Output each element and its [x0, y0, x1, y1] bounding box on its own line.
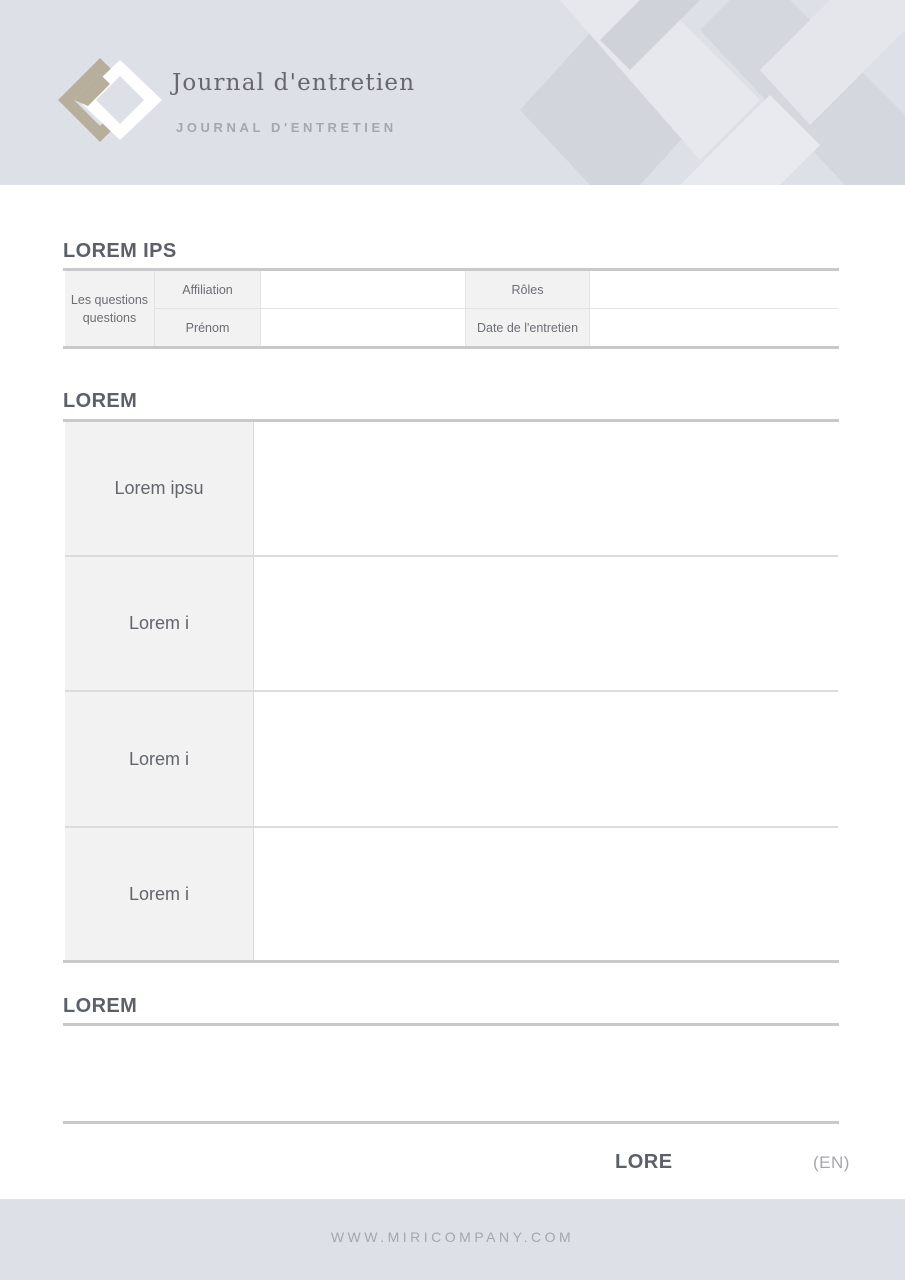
question-row [65, 828, 838, 961]
question-row [65, 692, 838, 826]
section-rule [63, 1023, 839, 1026]
roles-input[interactable] [590, 271, 838, 309]
prenom-label: Prénom [155, 309, 261, 347]
section-rule [63, 346, 839, 349]
question-row [65, 557, 838, 690]
answer-area[interactable] [253, 557, 838, 690]
page-header [0, 0, 905, 185]
section-rule [63, 1121, 839, 1124]
question-label: Lorem i [65, 557, 254, 690]
notes-area[interactable] [65, 1027, 838, 1121]
info-table [65, 271, 838, 347]
answer-area[interactable] [253, 692, 838, 826]
section-title-info: LOREM IPS [63, 240, 177, 262]
date-label: Date de l'entretien [466, 309, 590, 347]
question-row [65, 422, 838, 555]
document-title: Journal d'entretien [172, 70, 416, 96]
double-diamond-logo-icon [58, 58, 162, 142]
affiliation-input[interactable] [261, 271, 466, 309]
roles-label: Rôles [466, 271, 590, 309]
question-label: Lorem ipsu [65, 422, 254, 555]
answer-area[interactable] [253, 422, 838, 555]
answer-area[interactable] [253, 828, 838, 961]
date-input[interactable] [590, 309, 838, 347]
document-subtitle: JOURNAL D'ENTRETIEN [176, 120, 397, 135]
question-label: Lorem i [65, 692, 254, 826]
footer-label: LORE [615, 1151, 673, 1173]
section-title-notes: LOREM [63, 995, 138, 1017]
question-label: Lorem i [65, 828, 254, 961]
website-url: WWW.MIRICOMPANY.COM [330, 1229, 575, 1245]
info-row-header: Les questions questions [65, 271, 155, 347]
page-footer [0, 1199, 905, 1280]
prenom-input[interactable] [261, 309, 466, 347]
section-title-questions: LOREM [63, 390, 138, 412]
section-rule [63, 960, 839, 963]
language-indicator: (EN) [813, 1153, 850, 1172]
affiliation-label: Affiliation [155, 271, 261, 309]
